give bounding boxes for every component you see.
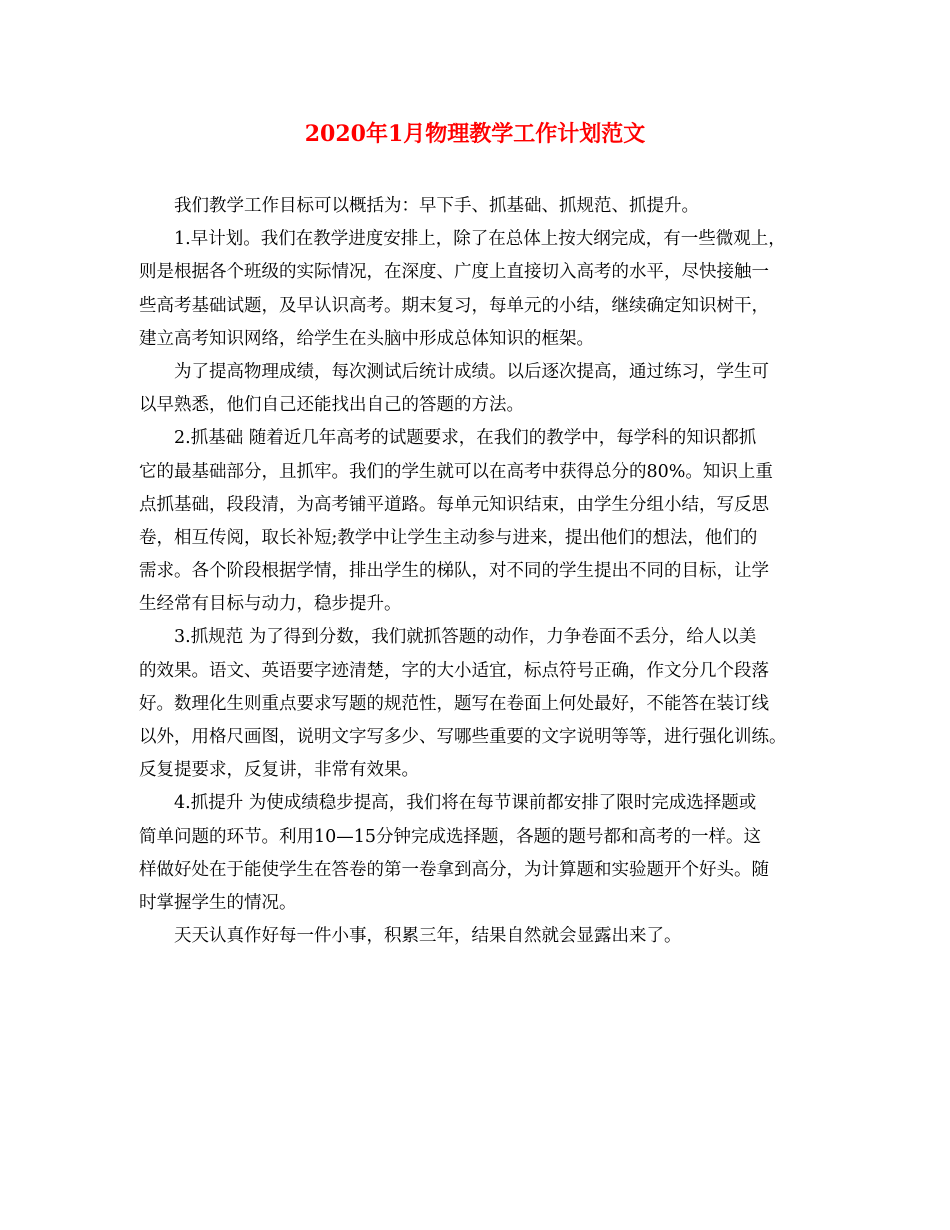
text-line: 则是根据各个班级的实际情况，在深度、广度上直接切入高考的水平，尽快接触一 xyxy=(139,262,769,283)
text-line: 好。数理化生则重点要求写题的规范性，题写在卷面上何处最好，不能答在装订线 xyxy=(139,693,769,714)
text-line: 时掌握学生的情况。 xyxy=(139,892,297,913)
text-line: 生经常有目标与动力，稳步提升。 xyxy=(139,594,402,615)
text-line: 4.抓提升 为使成绩稳步提高，我们将在每节课前都安排了限时完成选择题或 xyxy=(174,793,757,814)
text-line: 以外，用格尺画图，说明文字写多少、写哪些重要的文字说明等等，进行强化训练。 xyxy=(139,727,787,747)
text-line: 建立高考知识网络，给学生在头脑中形成总体知识的框架。 xyxy=(139,328,594,349)
document-title: 2020年1月物理教学工作计划范文 xyxy=(304,121,646,147)
text-line: 1.早计划。我们在教学进度安排上，除了在总体上按大纲完成，有一些微观上， xyxy=(174,229,786,250)
text-line: 点抓基础，段段清，为高考铺平道路。每单元知识结束，由学生分组小结，写反思 xyxy=(139,494,769,515)
text-line: 简单问题的环节。利用10—15分钟完成选择题，各题的题号都和高考的一样。这 xyxy=(139,826,762,847)
text-line: 3.抓规范 为了得到分数，我们就抓答题的动作，力争卷面不丢分，给人以美 xyxy=(174,627,757,648)
text-line: 2.抓基础 随着近几年高考的试题要求，在我们的教学中，每学科的知识都抓 xyxy=(174,428,757,449)
text-line: 天天认真作好每一件小事，积累三年，结果自然就会显露出来了。 xyxy=(174,926,682,947)
text-line: 需求。各个阶段根据学情，排出学生的梯队，对不同的学生提出不同的目标，让学 xyxy=(139,561,769,582)
text-line: 些高考基础试题，及早认识高考。期末复习，每单元的小结，继续确定知识树干， xyxy=(139,295,769,316)
document-body xyxy=(139,190,811,953)
text-line: 为了提高物理成绩，每次测试后统计成绩。以后逐次提高，通过练习，学生可 xyxy=(174,361,769,382)
text-line: 卷，相互传阅，取长补短;教学中让学生主动参与进来，提出他们的想法，他们的 xyxy=(139,527,758,548)
text-line: 以早熟悉，他们自己还能找出自己的答题的方法。 xyxy=(139,395,524,416)
text-line: 的效果。语文、英语要字迹清楚，字的大小适宜，标点符号正确，作文分几个段落 xyxy=(139,660,769,681)
text-line: 我们教学工作目标可以概括为：早下手、抓基础、抓规范、抓提升。 xyxy=(174,196,699,216)
text-line: 样做好处在于能使学生在答卷的第一卷拿到高分，为计算题和实验题开个好头。随 xyxy=(139,859,769,880)
text-line: 它的最基础部分，且抓牢。我们的学生就可以在高考中获得总分的80%。知识上重 xyxy=(139,461,773,482)
text-line: 反复提要求，反复讲，非常有效果。 xyxy=(139,760,419,781)
